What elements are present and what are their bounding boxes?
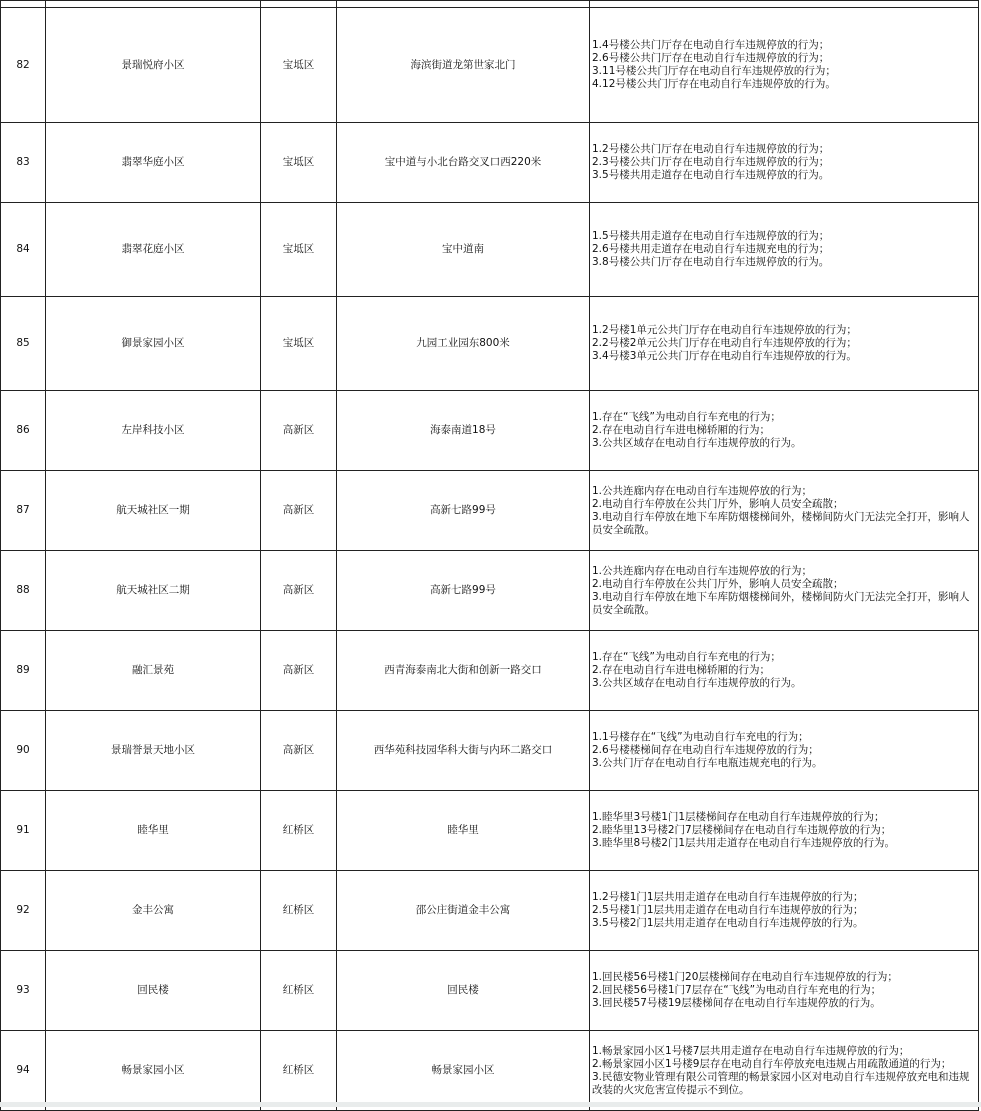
issues-cell (590, 871, 979, 951)
issue-item: 2.6号楼公共门厅存在电动自行车违规停放的行为； (592, 52, 830, 64)
community-name: 睦华里 (46, 791, 261, 871)
row-number: 93 (1, 951, 46, 1031)
issue-item: 2.6号楼楼梯间存在电动自行车违规停放的行为； (592, 744, 819, 756)
issue-item: 3.公共区域存在电动自行车违规停放的行为。 (592, 677, 802, 689)
community-name: 金丰公寓 (46, 871, 261, 951)
issue-item: 3.11号楼公共门厅存在电动自行车违规停放的行为； (592, 65, 836, 77)
issue-item: 2.电动自行车停放在公共门厅外，影响人员安全疏散； (592, 577, 844, 590)
issue-item: 2.存在电动自行车进电梯轿厢的行为； (592, 664, 771, 676)
address: 回民楼 (337, 951, 590, 1031)
address: 九园工业园东800米 (337, 297, 590, 391)
issues-cell (590, 711, 979, 791)
community-name: 翡翠华庭小区 (46, 123, 261, 203)
address: 西华苑科技园华科大街与内环二路交口 (337, 711, 590, 791)
issue-item: 1.存在“飞线”为电动自行车充电的行为； (592, 411, 781, 423)
community-name: 回民楼 (46, 951, 261, 1031)
issue-item: 1.2号楼1单元公共门厅存在电动自行车违规停放的行为； (592, 324, 857, 336)
issue-item: 3.电动自行车停放在地下车库防烟楼梯间外，楼梯间防火门无法完全打开，影响人员安全疏散。 (592, 590, 970, 616)
address: 海滨街道龙第世家北门 (337, 8, 590, 123)
row-number: 88 (1, 551, 46, 631)
issue-item: 2.回民楼56号楼1门7层存在“飞线”为电动自行车充电的行为； (592, 984, 882, 996)
issue-item: 2.畅景家园小区1号楼9层存在电动自行车停放充电违规占用疏散通道的行为； (592, 1057, 952, 1070)
district: 高新区 (261, 551, 337, 631)
table-row (1, 1031, 979, 1111)
row-number: 92 (1, 871, 46, 951)
district: 宝坻区 (261, 297, 337, 391)
community-name: 畅景家园小区 (46, 1031, 261, 1111)
district: 红桥区 (261, 871, 337, 951)
issues-cell (590, 471, 979, 551)
issues-cell (590, 951, 979, 1031)
issue-item: 3.民德安物业管理有限公司管理的畅景家园小区对电动自行车违规停放充电和违规改装的火灾危害宣传提示不到位。 (592, 1070, 970, 1096)
community-name: 航天城社区二期 (46, 551, 261, 631)
issue-item: 1.1号楼存在“飞线”为电动自行车充电的行为； (592, 731, 809, 743)
district: 高新区 (261, 471, 337, 551)
issue-item: 2.6号楼共用走道存在电动自行车违规充电的行为； (592, 243, 830, 255)
community-name: 左岸科技小区 (46, 391, 261, 471)
issue-item: 4.12号楼公共门厅存在电动自行车违规停放的行为。 (592, 78, 836, 90)
community-name: 航天城社区一期 (46, 471, 261, 551)
table-row-top-partial (1, 1, 979, 8)
issue-item: 1.2号楼公共门厅存在电动自行车违规停放的行为； (592, 143, 830, 155)
issues-cell (590, 123, 979, 203)
issue-item: 3.5号楼共用走道存在电动自行车违规停放的行为。 (592, 169, 830, 181)
issue-item: 3.5号楼2门1层共用走道存在电动自行车违规停放的行为。 (592, 917, 864, 929)
horizontal-scroll-strip (0, 1102, 981, 1107)
table-row (1, 471, 979, 551)
row-number: 94 (1, 1031, 46, 1111)
issues-cell (590, 8, 979, 123)
issue-item: 1.公共连廊内存在电动自行车违规停放的行为； (592, 484, 813, 497)
cell (1, 1, 46, 8)
row-number: 90 (1, 711, 46, 791)
address: 宝中道南 (337, 203, 590, 297)
table-row (1, 871, 979, 951)
issue-item: 1.5号楼共用走道存在电动自行车违规停放的行为； (592, 230, 830, 242)
table-row (1, 951, 979, 1031)
issue-item: 3.回民楼57号楼19层楼梯间存在电动自行车违规停放的行为。 (592, 997, 881, 1009)
issue-item: 2.5号楼1门1层共用走道存在电动自行车违规停放的行为； (592, 904, 864, 916)
issues-cell (590, 791, 979, 871)
row-number: 82 (1, 8, 46, 123)
district: 宝坻区 (261, 203, 337, 297)
row-number: 87 (1, 471, 46, 551)
issue-item: 1.畅景家园小区1号楼7层共用走道存在电动自行车违规停放的行为； (592, 1044, 910, 1057)
issues-cell (590, 1031, 979, 1111)
community-name: 融汇景苑 (46, 631, 261, 711)
table-row (1, 791, 979, 871)
issue-item: 2.2号楼2单元公共门厅存在电动自行车违规停放的行为； (592, 337, 857, 349)
community-name: 景瑞誉景天地小区 (46, 711, 261, 791)
district: 宝坻区 (261, 123, 337, 203)
address: 海泰南道18号 (337, 391, 590, 471)
row-number: 91 (1, 791, 46, 871)
issue-item: 1.回民楼56号楼1门20层楼梯间存在电动自行车违规停放的行为； (592, 971, 898, 983)
cell (337, 1, 590, 8)
table-row (1, 631, 979, 711)
issues-cell (590, 203, 979, 297)
row-number: 83 (1, 123, 46, 203)
district: 红桥区 (261, 1031, 337, 1111)
address: 宝中道与小北台路交叉口西220米 (337, 123, 590, 203)
issues-cell (590, 551, 979, 631)
district: 高新区 (261, 631, 337, 711)
table-row (1, 297, 979, 391)
community-name: 翡翠花庭小区 (46, 203, 261, 297)
address: 畅景家园小区 (337, 1031, 590, 1111)
community-name: 御景家园小区 (46, 297, 261, 391)
district: 红桥区 (261, 951, 337, 1031)
issues-cell (590, 631, 979, 711)
issue-item: 1.存在“飞线”为电动自行车充电的行为； (592, 651, 781, 663)
table-row (1, 203, 979, 297)
issue-item: 3.公共区域存在电动自行车违规停放的行为。 (592, 437, 802, 449)
address: 高新七路99号 (337, 471, 590, 551)
issue-item: 1.4号楼公共门厅存在电动自行车违规停放的行为； (592, 39, 830, 51)
cell (46, 1, 261, 8)
table-row (1, 8, 979, 123)
cell (590, 1, 979, 8)
address: 邵公庄街道金丰公寓 (337, 871, 590, 951)
table-row (1, 123, 979, 203)
issue-item: 3.电动自行车停放在地下车库防烟楼梯间外，楼梯间防火门无法完全打开，影响人员安全疏散。 (592, 510, 970, 536)
table-row (1, 391, 979, 471)
address: 睦华里 (337, 791, 590, 871)
district: 宝坻区 (261, 8, 337, 123)
issue-item: 3.睦华里8号楼2门1层共用走道存在电动自行车违规停放的行为。 (592, 837, 896, 849)
issue-item: 2.睦华里13号楼2门7层楼梯间存在电动自行车违规停放的行为； (592, 824, 892, 836)
issues-cell (590, 391, 979, 471)
issue-item: 1.睦华里3号楼1门1层楼梯间存在电动自行车违规停放的行为； (592, 811, 885, 823)
table-row (1, 551, 979, 631)
row-number: 85 (1, 297, 46, 391)
cell (261, 1, 337, 8)
issue-item: 2.3号楼公共门厅存在电动自行车违规停放的行为； (592, 156, 830, 168)
district: 高新区 (261, 391, 337, 471)
issue-item: 1.公共连廊内存在电动自行车违规停放的行为； (592, 564, 813, 577)
address: 高新七路99号 (337, 551, 590, 631)
row-number: 89 (1, 631, 46, 711)
issues-cell (590, 297, 979, 391)
community-name: 景瑞悦府小区 (46, 8, 261, 123)
issue-item: 2.电动自行车停放在公共门厅外，影响人员安全疏散； (592, 497, 844, 510)
issue-item: 3.4号楼3单元公共门厅存在电动自行车违规停放的行为。 (592, 350, 857, 362)
table-body (1, 1, 979, 1111)
table-row (1, 711, 979, 791)
row-number: 84 (1, 203, 46, 297)
address: 西青海泰南北大街和创新一路交口 (337, 631, 590, 711)
issue-item: 2.存在电动自行车进电梯轿厢的行为； (592, 424, 771, 436)
row-number: 86 (1, 391, 46, 471)
issue-item: 1.2号楼1门1层共用走道存在电动自行车违规停放的行为； (592, 891, 864, 903)
issue-item: 3.公共门厅存在电动自行车电瓶违规充电的行为。 (592, 757, 823, 769)
district: 高新区 (261, 711, 337, 791)
district: 红桥区 (261, 791, 337, 871)
issue-item: 3.8号楼公共门厅存在电动自行车违规停放的行为。 (592, 256, 830, 268)
